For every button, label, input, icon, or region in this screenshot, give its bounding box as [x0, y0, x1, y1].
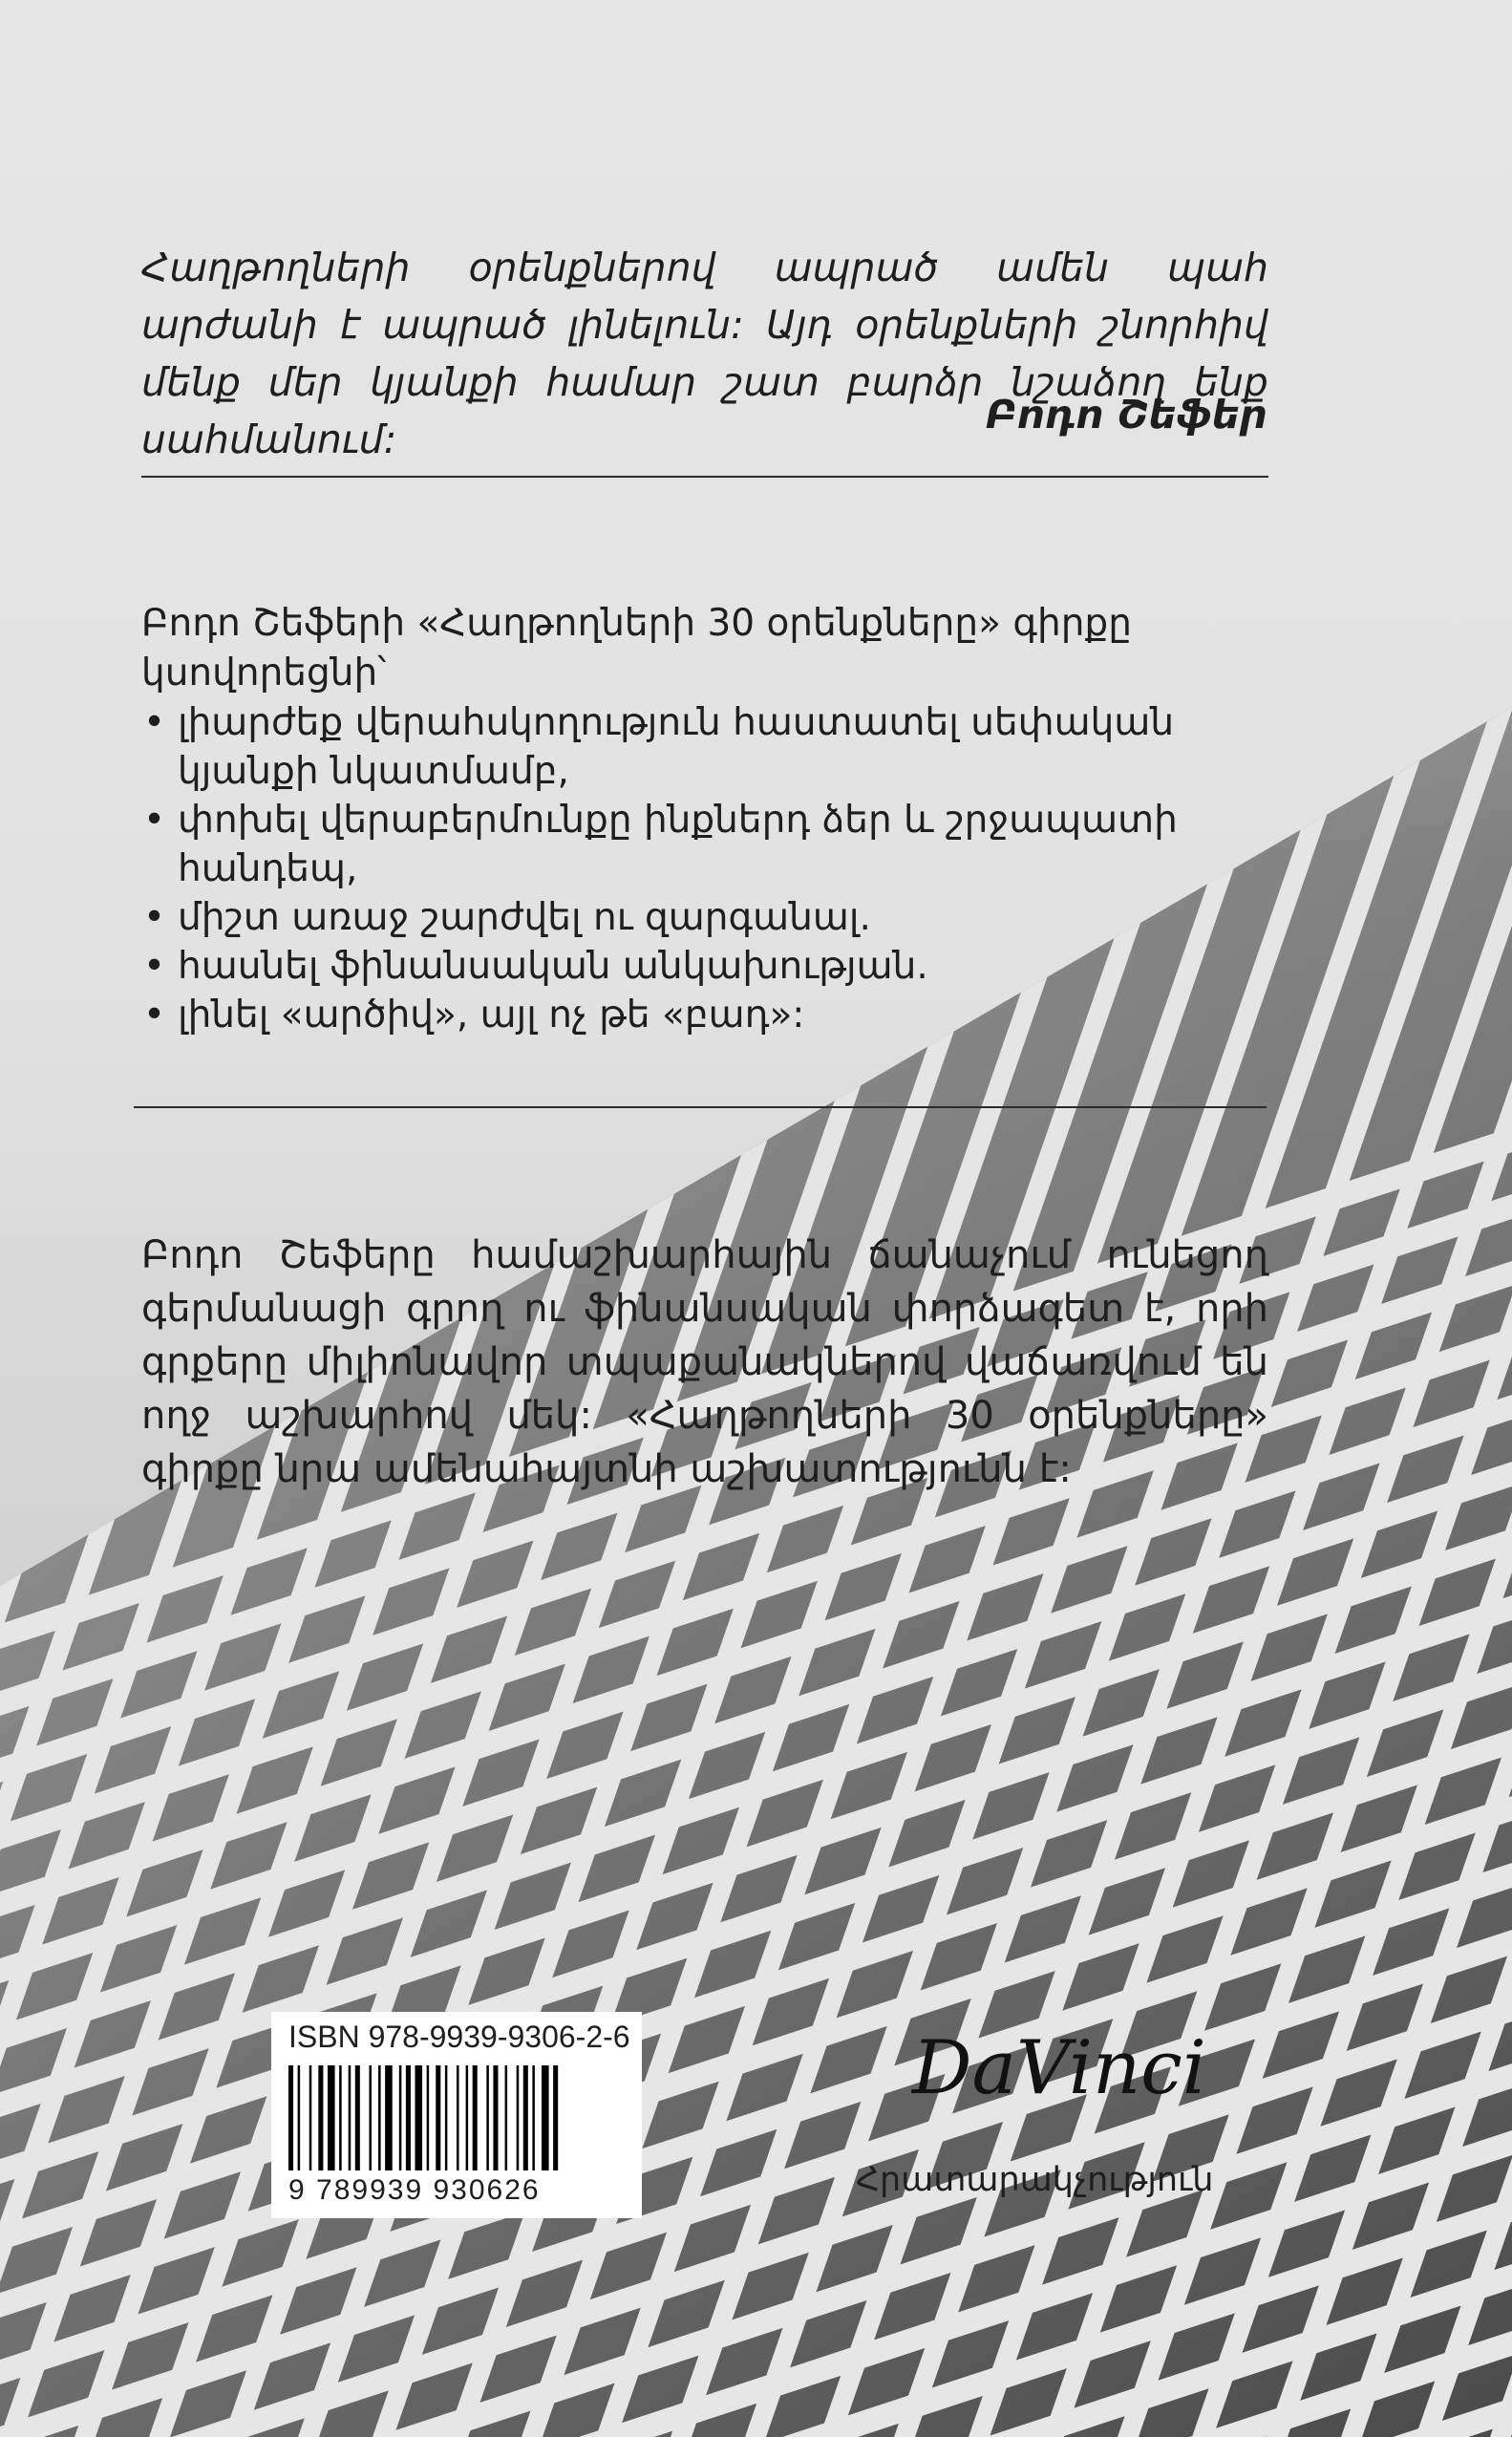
quote-text: Հաղթողների օրենքներով ապրած ամեն պահ արժանի է ապրած լինելուն: Այդ օրենքների շնորհիվ մենք մեր կյանքի համար շատ բարձր նշաձող ենք սահմանում:	[141, 245, 1268, 462]
publisher-name: Հրատարակչություն	[856, 2161, 1214, 2199]
barcode-bar	[355, 2065, 360, 2170]
list-item: • հասնել ֆինանսական անկախության.	[141, 942, 1268, 991]
barcode-bar	[473, 2065, 478, 2170]
publisher-logo: DaVinci	[912, 2025, 1206, 2111]
barcode-bar	[493, 2065, 498, 2170]
barcode-digits: 9 789939 930626	[288, 2174, 541, 2206]
barcode-bar	[298, 2065, 301, 2170]
barcode-bar	[328, 2065, 335, 2170]
learn-list	[141, 698, 1268, 1039]
divider	[141, 476, 1268, 478]
barcode-bars	[288, 2065, 627, 2170]
barcode-bar	[445, 2065, 448, 2170]
isbn-text: ISBN 978-9939-9306-2-6	[288, 2020, 630, 2054]
barcode-bar	[457, 2065, 459, 2170]
barcode-bar	[523, 2065, 528, 2170]
barcode-bar	[517, 2065, 520, 2170]
barcode-bar	[427, 2065, 430, 2170]
barcode-bar	[466, 2065, 469, 2170]
barcode-bar	[542, 2065, 549, 2170]
barcode-bar	[339, 2065, 342, 2170]
list-item: • լիարժեք վերահսկողություն հաստատել սեփական կյանքի նկատմամբ,	[141, 698, 1268, 796]
barcode-bar	[415, 2065, 422, 2170]
list-item: • փոխել վերաբերմունքը ինքներդ ձեր և շրջապատի հանդեպ,	[141, 796, 1268, 893]
list-item: • լինել «արծիվ», այլ ոչ թե «բադ»:	[141, 991, 1268, 1039]
barcode-bar	[378, 2065, 381, 2170]
barcode-bar	[436, 2065, 440, 2170]
divider	[134, 1106, 1267, 1108]
learn-intro: Բոդո Շեֆերի «Հաղթողների 30 օրենքները» գիրքը կսովորեցնի՝	[141, 602, 1132, 695]
barcode-bar	[505, 2065, 508, 2170]
barcode-bar	[406, 2065, 411, 2170]
barcode-bar	[309, 2065, 312, 2170]
barcode-bar	[288, 2065, 293, 2170]
barcode-bar	[385, 2065, 393, 2170]
barcode-bar	[532, 2065, 535, 2170]
quote-author: Բոդո Շեֆեր	[985, 392, 1267, 438]
barcode-bar	[369, 2065, 372, 2170]
barcode-bar	[486, 2065, 489, 2170]
list-item: • միշտ առաջ շարժվել ու զարգանալ.	[141, 893, 1268, 942]
barcode-bar	[318, 2065, 323, 2170]
barcode-bar	[399, 2065, 402, 2170]
barcode-bar	[349, 2065, 351, 2170]
author-bio: Բոդո Շեֆերը համաշխարհային ճանաչում ունեցող գերմանացի գրող ու ֆինանսական փորձագետ է, որի գրքերը միլիոնավոր տպաքանակներով վաճառվում են ողջ աշխարհով մեկ: «Հաղթողների 30 օրենքները» գիրքը նրա ամենահայտնի աշխատությունն է:	[141, 1233, 1268, 1491]
barcode-bar	[553, 2065, 558, 2170]
barcode-label	[271, 2012, 642, 2218]
